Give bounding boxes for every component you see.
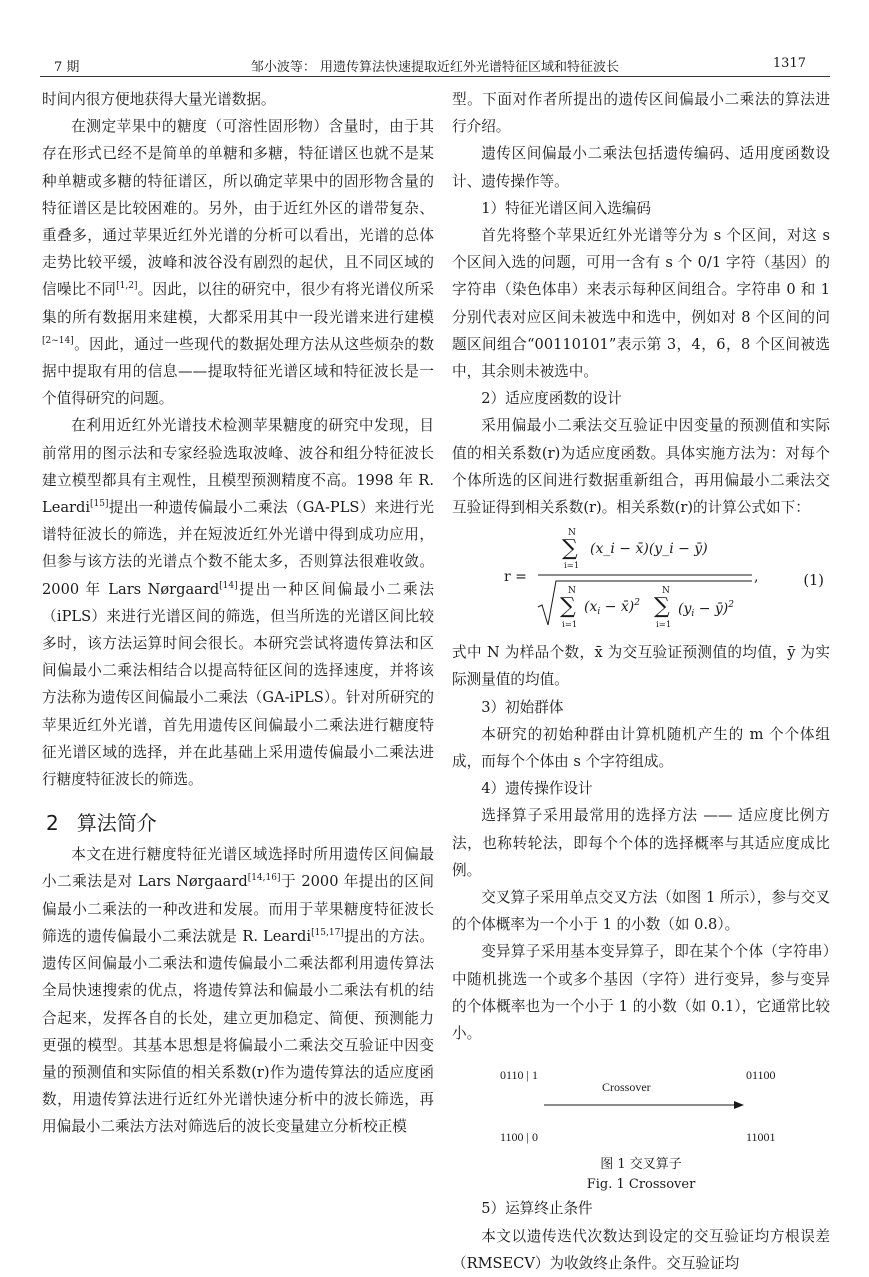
text-run: 。因此，通过一些现代的数据处理方法从这些烦杂的数据中提取有用的信息——提取特征光谱区域和特征波长是一个值得研究的问题。 <box>42 335 434 408</box>
sum-upper: N <box>568 528 576 539</box>
section-heading <box>46 807 434 839</box>
header-rule <box>40 76 830 77</box>
paragraph: 式中 N 为样品个数，x̄ 为交互验证预测值的均值，ȳ 为实际测量值的均值。 <box>452 644 830 689</box>
page-number: 1317 <box>772 56 806 71</box>
sum-symbol: ∑ <box>562 536 578 562</box>
sum-symbol-3: ∑ <box>654 594 670 620</box>
paragraph: 交叉算子采用单点交叉方法（如图 1 所示），参与交叉的个体概率为一个小于 1 的小数（如 0.8）。 <box>452 889 830 934</box>
sum-lower-3: i=1 <box>656 620 672 631</box>
equation-1 <box>452 523 830 635</box>
equation-number: (1) <box>803 572 824 590</box>
section-title: 算法简介 <box>76 811 157 836</box>
denominator-term-x: ($x_i$ − x̄)$^2$ <box>584 598 640 618</box>
text-run: 提出的方法。遗传区间偏最小二乘法和遗传偏最小二乘法都利用遗传算法全局快速搜索的优点，将遗传算法和偏最小二乘法有机的结合起来，发挥各自的长处，建立更加稳定、简便、预测能力更强的模型。其基本思想是将偏最小二乘法交互验证中因变量的预测值和实际值的相关系数(r)作为遗传算法的适应度函数，用遗传算法进行近红外光谱快速分析中的波长筛选，再用偏最小二乘法方法对筛选后的波长变量建立分析校正模 <box>42 927 434 1136</box>
text-run: 本文在进行糖度特征光谱区域选择时所用遗传区间偏最小二乘法是对 Lars Nørgaard <box>42 846 434 891</box>
crossover-label: Crossover <box>602 1080 651 1095</box>
left-column <box>42 86 434 1141</box>
crossover-diagram <box>452 1059 830 1155</box>
subheading: 2）适应度函数的设计 <box>481 390 622 408</box>
paragraph: 时间内很方便地获得大量光谱数据。 <box>42 91 276 108</box>
paragraph: 首先将整个苹果近红外光谱等分为 s 个区间，对这 s 个区间入选的问题，可用一含有 s 个 0/1 字符（基因）的字符串（染色体串）来表示每种区间组合。字符串 0 和 1 分别代表对应区间未被选中和选中，例如对 8 个区间的问题区间组合“00110101”表示第 3，4，6，8 个区间被选中，其余则未被选中。 <box>452 227 830 381</box>
paragraph: 采用偏最小二乘法交互验证中因变量的预测值和实际值的相关系数(r)为适应度函数。具体实施方法为：对每个个体所选的区间进行数据重新组合，再用偏最小二乘法交互验证得到相关系数(r)。相关系数(r)的计算公式如下： <box>452 417 830 517</box>
figure-caption-cn: 图 1 交叉算子 <box>600 1157 682 1173</box>
paragraph: 本文以遗传迭代次数达到设定的交互验证均方根误差（RMSECV）为收敛终止条件。交互验证均 <box>452 1227 830 1272</box>
subheading: 4）遗传操作设计 <box>481 780 593 798</box>
arrow-head <box>734 1101 744 1109</box>
formula-lhs: r = <box>504 569 527 586</box>
paragraph <box>42 841 434 1140</box>
section-number: 2 <box>46 811 59 836</box>
citation: [2~14] <box>42 335 74 346</box>
running-title: 邹小波等： 用遗传算法快速提取近红外光谱特征区域和特征波长 <box>250 60 620 75</box>
output-bottom-string: 11001 <box>746 1130 776 1145</box>
right-column <box>452 86 830 1277</box>
text-run: 提出一种区间偏最小二乘法（iPLS）来进行光谱区间的筛选，但当所选的光谱区间比较多时，该方法运算时间会很长。本研究尝试将遗传算法和区间偏最小二乘法相结合以提高特征区间的选择速度，并将该方法称为遗传区间偏最小二乘法（GA-iPLS）。针对所研究的苹果近红外光谱，首先用遗传区间偏最小二乘法进行糖度特征光谱区域的选择，并在此基础上采用遗传偏最小二乘法进行糖度特征波长的筛选。 <box>42 580 434 789</box>
sum-upper-2: N <box>568 586 576 597</box>
paragraph: 变异算子采用基本变异算子，即在某个个体（字符串）中随机挑选一个或多个基因（字符）进行变异，参与变异的个体概率也为一个小于 1 的小数（如 0.1），它通常比较小。 <box>452 943 830 1043</box>
citation: [14] <box>219 580 238 591</box>
text-run: 在测定苹果中的糖度（可溶性固形物）含量时，由于其存在形式已经不是简单的单糖和多糖，特征谱区也就不是某种单糖或多糖的特征谱区，所以确定苹果中的固形物含量的特征谱区是比较困难的。另外，由于近红外区的谱带复杂、重叠多，通过苹果近红外光谱的分析可以看出，光谱的总体走势比较平缓，波峰和波谷没有剧烈的起伏，且不同区域的信噪比不同 <box>42 118 434 299</box>
figure-caption-en: Fig. 1 Crossover <box>586 1177 696 1193</box>
figure-1 <box>452 1059 830 1155</box>
subheading: 3）初始群体 <box>481 698 564 716</box>
sum-lower: i=1 <box>564 561 580 572</box>
sum-symbol-2: ∑ <box>560 594 576 620</box>
paragraph <box>42 412 434 793</box>
sum-upper-3: N <box>662 586 670 597</box>
denominator-term-y: ($y_i$ − ȳ)$^2$ <box>678 600 735 620</box>
paragraph: 选择算子采用最常用的选择方法 —— 适应度比例方法，也称转轮法，即每个个体的选择概率与其适应度成比例。 <box>452 807 830 879</box>
paragraph: 遗传区间偏最小二乘法包括遗传编码、适用度函数设计、遗传操作等。 <box>452 145 830 190</box>
numerator-terms: (x_i − x̄)(y_i − ȳ) <box>590 541 708 558</box>
subheading: 1）特征光谱区间入选编码 <box>481 199 652 217</box>
text-run: 。因此，以往的研究中，很少有将光谱仪所采集的所有数据用来建模，大都采用其中一段光谱来进行建模 <box>42 281 434 326</box>
text-run: 于 2000 年提出的区间偏最小二乘法的一种改进和发展。而用于苹果糖度特征波长筛选的遗传偏最小二乘法就是 R. Leardi <box>42 873 434 945</box>
formula-comma: , <box>754 569 759 586</box>
input-top-string: 0110 | 1 <box>500 1068 538 1083</box>
text-run: 提出一种遗传偏最小二乘法（GA-PLS）来进行光谱特征波长的筛选，并在短波近红外光谱中得到成功应用，但参与该方法的光谱点个数不能太多，否则算法很难收敛。2000 年 Lars Nørgaard <box>42 499 434 598</box>
input-bottom-string: 1100 | 0 <box>500 1130 538 1145</box>
paragraph: 型。下面对作者所提出的遗传区间偏最小二乘法的算法进行介绍。 <box>452 91 830 136</box>
paragraph <box>42 113 434 412</box>
sum-lower-2: i=1 <box>562 620 578 631</box>
citation: [15] <box>90 499 109 510</box>
text-run: 在利用近红外光谱技术检测苹果糖度的研究中发现，目前常用的图示法和专家经验选取波峰、波谷和组分特征波长建立模型都具有主观性，且模型预测精度不高。1998 年 R. Leardi <box>42 417 434 517</box>
correlation-formula <box>452 523 830 635</box>
output-top-string: 01100 <box>746 1068 776 1083</box>
paragraph: 本研究的初始种群由计算机随机产生的 m 个个体组成，而每个个体由 s 个字符组成。 <box>452 725 830 771</box>
running-header <box>40 52 830 74</box>
issue-number: 7 期 <box>54 60 80 75</box>
citation: [1,2] <box>116 281 138 292</box>
subheading: 5）运算终止条件 <box>481 1200 593 1218</box>
citation: [15,17] <box>311 928 344 939</box>
citation: [14,16] <box>247 873 281 884</box>
